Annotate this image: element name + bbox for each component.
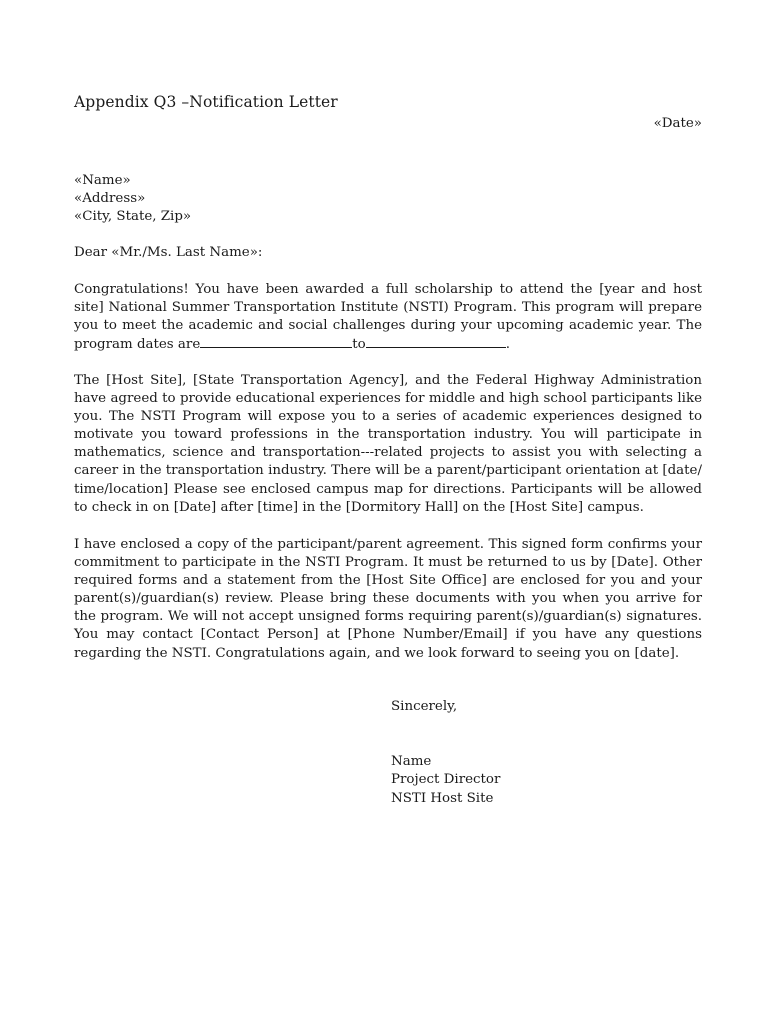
recipient-address: «Address» xyxy=(74,191,146,206)
letter-date: «Date» xyxy=(653,116,702,131)
signature-organization: NSTI Host Site xyxy=(391,790,494,806)
recipient-name: «Name» xyxy=(74,173,131,188)
closing: Sincerely, xyxy=(391,699,458,714)
dates-connector: to xyxy=(352,337,366,353)
recipient-address-block xyxy=(74,172,191,226)
paragraph-congratulations-text: Congratulations! You have been awarded a full scholarship to attend the [year and host site] National Summer Transportation Institute (NSTI) Program. This program will prepare you to meet the academic and social challenges during your upcoming academic year. The program dates are xyxy=(74,282,702,353)
salutation: Dear «Mr./Ms. Last Name»: xyxy=(74,245,263,260)
paragraph-agreement: I have enclosed a copy of the participant/parent agreement. This signed form confirms your commitment to participate in the NSTI Program. It must be returned to us by [Date]. Other required forms and a statement from the [Host Site Office] are enclosed for you and your parent(s)/guardian(s) review. Please bring these documents with you when you arrive for the program. We will not accept unsigned forms requiring parent(s)/guardian(s) signatures. You may contact [Contact Person] at [Phone Number/Email] if you have any questions regarding the NSTI. Congratulations again, and we look forward to seeing you on [date]. xyxy=(74,537,702,661)
paragraph-program-details: The [Host Site], [State Transportation Agency], and the Federal Highway Administration have agreed to provide educational experiences for middle and high school participants like you. The NSTI Program will expose you to a series of academic experiences designed to motivate you toward professions in the transportation industry. You will participate in mathematics, science and transportation---related projects to assist you with selecting a career in the transportation industry. There will be a parent/participant orientation at [date/ time/location] Please see enclosed campus map for directions. Participants will be allowed to check in on [Date] after [time] in the [Dormitory Hall] on the [Host Site] campus. xyxy=(74,373,702,515)
signature-name: Name xyxy=(391,754,432,769)
start-date-blank xyxy=(200,335,352,348)
signature-title: Project Director xyxy=(391,772,501,788)
signature-block xyxy=(391,753,500,808)
paragraph-congratulations xyxy=(74,281,702,354)
page-title: Appendix Q3 –Notification Letter xyxy=(74,93,338,111)
dates-period: . xyxy=(505,337,510,353)
end-date-blank xyxy=(366,335,506,348)
recipient-city-state-zip: «City, State, Zip» xyxy=(74,209,192,224)
